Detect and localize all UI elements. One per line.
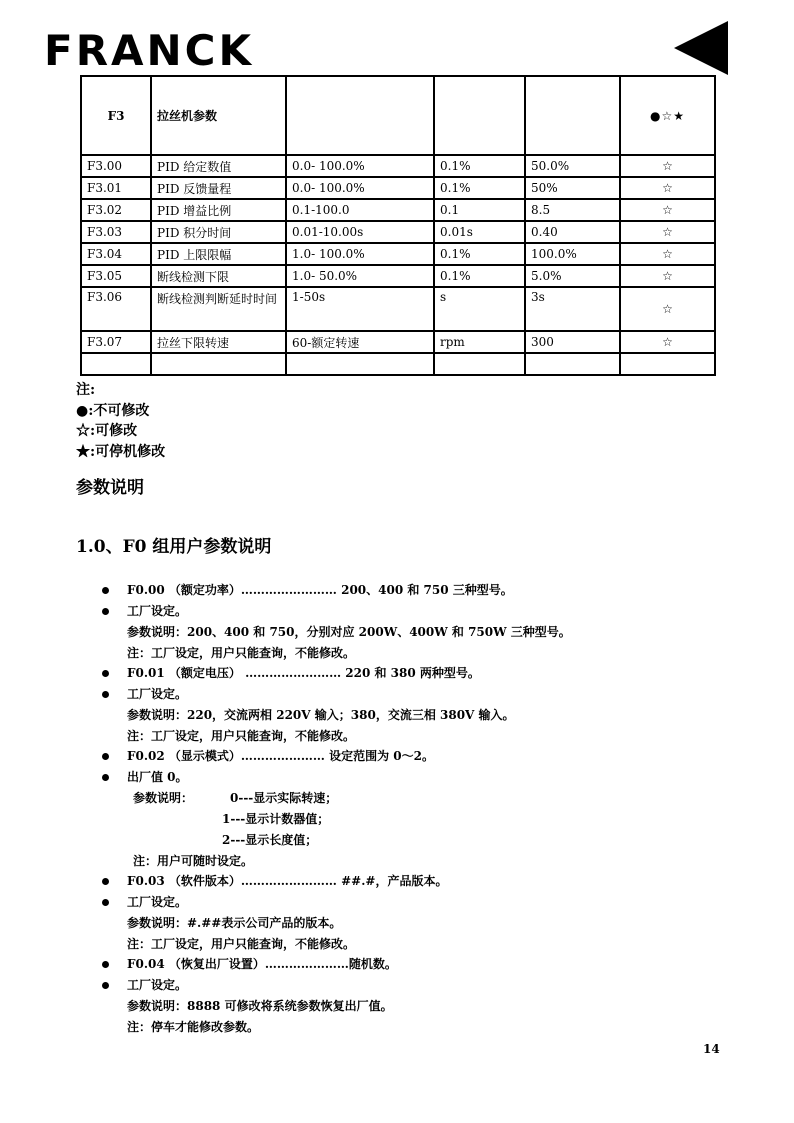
bullet-icon xyxy=(102,982,109,989)
list-item: 参数说明：8888 可修改将系统参数恢复出厂值。 xyxy=(127,999,393,1013)
left-arrow-icon xyxy=(674,21,730,75)
parameter-table xyxy=(80,75,716,376)
modifiable-star-icon: ☆ xyxy=(620,199,715,221)
list-item: 工厂设定。 xyxy=(127,604,188,618)
bullet-icon xyxy=(102,587,109,594)
list-item: 注：用户可随时设定。 xyxy=(133,854,254,868)
list-item: 工厂设定。 xyxy=(127,895,188,909)
list-item: 注：工厂设定，用户只能查询，不能修改。 xyxy=(127,729,356,743)
list-item: 注：工厂设定，用户只能查询，不能修改。 xyxy=(127,937,356,951)
modifiable-star-icon: ☆ xyxy=(620,221,715,243)
modifiable-star-icon: ☆ xyxy=(620,287,715,331)
table-row: F3.05 断线检测下限 1.0- 50.0% 0.1% 5.0% ☆ xyxy=(81,265,715,287)
list-item: F0.01 （额定电压） …………………… 220 和 380 两种型号。 xyxy=(127,666,480,680)
table-row: F3.03 PID 积分时间 0.01-10.00s 0.01s 0.40 ☆ xyxy=(81,221,715,243)
modifiable-star-icon: ☆ xyxy=(620,243,715,265)
modifiable-star-icon: ☆ xyxy=(620,177,715,199)
list-item: 2---显示长度值； xyxy=(222,833,318,847)
note-modifiable: ☆:可修改 xyxy=(76,423,138,439)
legend-notes xyxy=(76,380,165,462)
list-item: 参数说明：220，交流两相 220V 输入；380，交流三相 380V 输入。 xyxy=(127,708,515,722)
list-item: F0.03 （软件版本）…………………… ##.#，产品版本。 xyxy=(127,874,448,888)
group-title: 拉丝机参数 xyxy=(151,76,286,155)
list-item: 参数说明：200、400 和 750，分别对应 200W、400W 和 750W 三种型号。 xyxy=(127,625,571,639)
group-attr: ●☆★ xyxy=(620,76,715,155)
list-item: 出厂值 0。 xyxy=(127,770,188,784)
table-row: F3.01 PID 反馈量程 0.0- 100.0% 0.1% 50% ☆ xyxy=(81,177,715,199)
notes-title: 注: xyxy=(76,382,96,398)
bullet-icon xyxy=(102,774,109,781)
list-item: F0.02 （显示模式）………………… 设定范围为 0～2。 xyxy=(127,749,434,763)
table-row: F3.04 PID 上限限幅 1.0- 100.0% 0.1% 100.0% ☆ xyxy=(81,243,715,265)
bullet-icon xyxy=(102,878,109,885)
list-item: 工厂设定。 xyxy=(127,687,188,701)
bullet-icon xyxy=(102,753,109,760)
list-item: 参数说明：#.##表示公司产品的版本。 xyxy=(127,916,342,930)
page-number: 14 xyxy=(703,1042,720,1056)
note-not-modifiable: ●:不可修改 xyxy=(76,402,150,419)
list-item: 参数说明： xyxy=(133,791,194,805)
table-row: F3.00 PID 给定数值 0.0- 100.0% 0.1% 50.0% ☆ xyxy=(81,155,715,177)
table-header-row xyxy=(81,76,715,155)
table-row-empty xyxy=(81,353,715,375)
list-item: F0.00 （额定功率）…………………… 200、400 和 750 三种型号。 xyxy=(127,583,513,597)
franck-logo: FRANCK xyxy=(44,26,255,75)
modifiable-star-icon: ☆ xyxy=(620,265,715,287)
section-title: 参数说明 xyxy=(76,478,144,498)
group-code: F3 xyxy=(81,76,151,155)
modifiable-star-icon: ☆ xyxy=(620,155,715,177)
table-row: F3.06 断线检测判断延时时间 1-50s s 3s ☆ xyxy=(81,287,715,331)
list-item: F0.04 （恢复出厂设置）…………………随机数。 xyxy=(127,957,397,971)
list-item: 1---显示计数器值； xyxy=(222,812,330,826)
table-row: F3.07 拉丝下限转速 60-额定转速 rpm 300 ☆ xyxy=(81,331,715,353)
list-item: 注：工厂设定，用户只能查询，不能修改。 xyxy=(127,646,356,660)
list-item: 0---显示实际转速； xyxy=(230,791,338,805)
table-row: F3.02 PID 增益比例 0.1-100.0 0.1 8.5 ☆ xyxy=(81,199,715,221)
bullet-icon xyxy=(102,899,109,906)
bullet-icon xyxy=(102,608,109,615)
modifiable-star-icon: ☆ xyxy=(620,331,715,353)
subsection-title: 1.0、F0 组用户参数说明 xyxy=(76,537,272,557)
note-stop-modifiable: ★:可停机修改 xyxy=(76,443,166,460)
list-item: 注：停车才能修改参数。 xyxy=(127,1020,260,1034)
bullet-icon xyxy=(102,961,109,968)
bullet-icon xyxy=(102,670,109,677)
bullet-icon xyxy=(102,691,109,698)
list-item: 工厂设定。 xyxy=(127,978,188,992)
